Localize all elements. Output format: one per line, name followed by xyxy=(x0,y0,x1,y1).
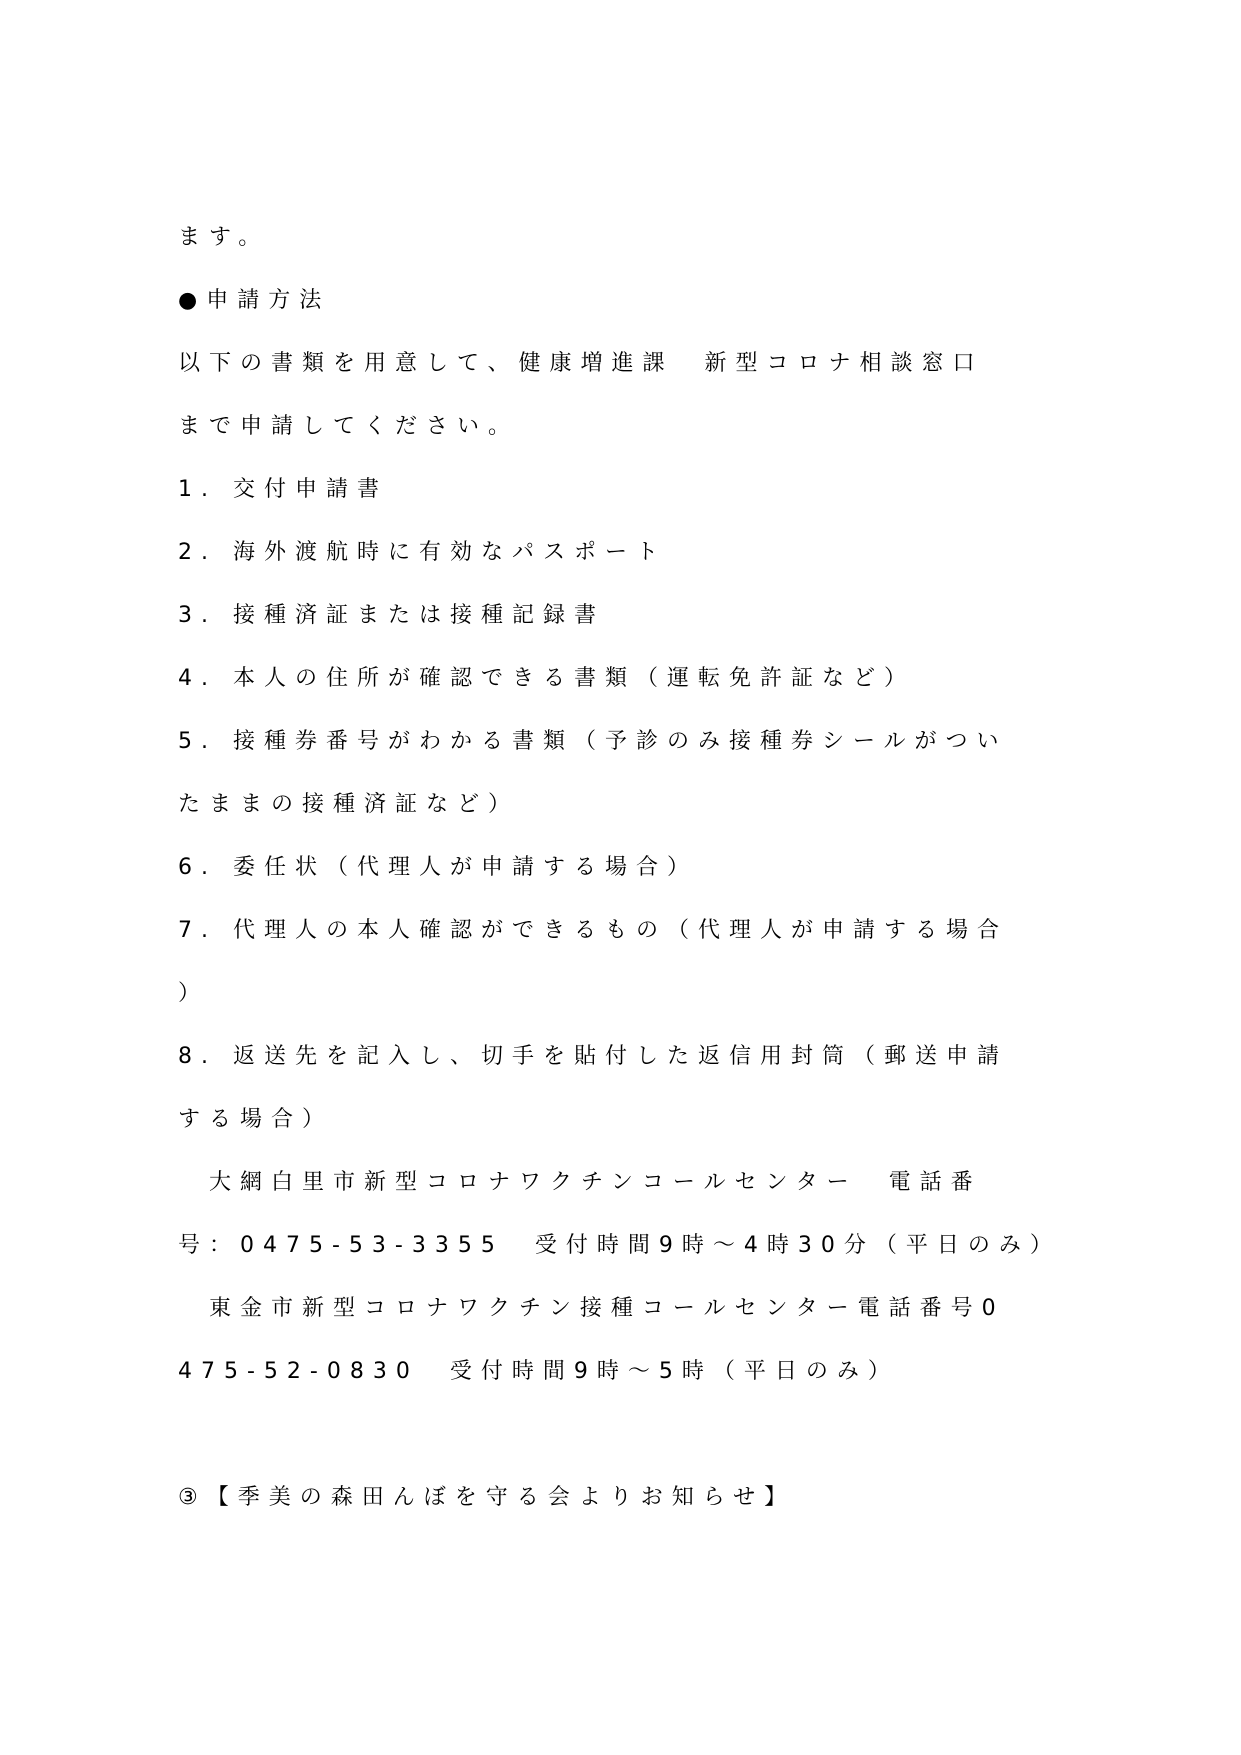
list-item-5: 5. 接種券番号がわかる書類（予診のみ接種券シールがつい xyxy=(178,729,1008,754)
section-heading-application-method: ●申請方法 xyxy=(178,288,331,313)
list-item-7-cont: ） xyxy=(178,981,210,1006)
list-item-2: 2. 海外渡航時に有効なパスポート xyxy=(178,540,667,565)
list-item-8: 8. 返送先を記入し、切手を貼付した返信用封筒（郵送申請 xyxy=(178,1044,1008,1069)
call-center-oamishirasato-phone: 号：0475-53-3355 受付時間9時～4時30分（平日のみ） xyxy=(178,1233,1061,1258)
list-item-7: 7. 代理人の本人確認ができるもの（代理人が申請する場合 xyxy=(178,918,1008,943)
list-item-8-cont: する場合） xyxy=(178,1107,334,1132)
call-center-togane: 東金市新型コロナワクチン接種コールセンター電話番号0 xyxy=(178,1296,1005,1321)
text-line-continuation: ます。 xyxy=(178,225,270,250)
list-item-1: 1. 交付申請書 xyxy=(178,477,388,502)
text-line-instructions-cont: まで申請してください。 xyxy=(178,414,520,439)
list-item-5-cont: たままの接種済証など） xyxy=(178,792,520,817)
call-center-togane-phone: 475-52-0830 受付時間9時～5時（平日のみ） xyxy=(178,1359,899,1384)
text-line-instructions: 以下の書類を用意して、健康増進課 新型コロナ相談窓口 xyxy=(178,351,984,376)
list-item-4: 4. 本人の住所が確認できる書類（運転免許証など） xyxy=(178,666,915,691)
list-item-3: 3. 接種済証または接種記録書 xyxy=(178,603,605,628)
section-heading-notice: ③【季美の森田んぼを守る会よりお知らせ】 xyxy=(178,1485,796,1510)
call-center-oamishirasato: 大網白里市新型コロナワクチンコールセンター 電話番 xyxy=(178,1170,982,1195)
list-item-6: 6. 委任状（代理人が申請する場合） xyxy=(178,855,698,880)
